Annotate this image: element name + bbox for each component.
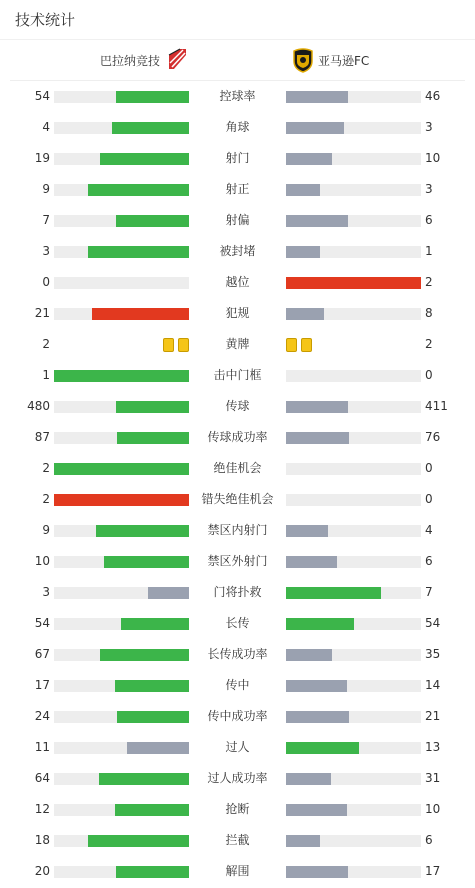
stat-row xyxy=(0,143,475,174)
home-stat-bar-track xyxy=(54,184,189,196)
home-stat-value: 12 xyxy=(34,802,50,816)
away-stat-value: 2 xyxy=(425,337,433,351)
away-stat-bar-track xyxy=(286,649,421,661)
away-stat-bar-fill xyxy=(286,835,320,847)
stat-label: 传中成功率 xyxy=(207,709,268,723)
away-stat-bar-fill xyxy=(286,773,331,785)
home-stat-bar-fill xyxy=(121,618,189,630)
home-stat-bar-track xyxy=(54,91,189,103)
stat-row xyxy=(0,112,475,143)
stat-label: 射门 xyxy=(225,151,250,165)
away-stat-value: 7 xyxy=(425,585,433,599)
stat-label: 越位 xyxy=(225,275,250,289)
away-stat-value: 54 xyxy=(425,616,441,630)
home-stat-bar-fill xyxy=(116,401,189,413)
stat-row xyxy=(0,360,475,391)
away-stat-bar-fill xyxy=(286,618,354,630)
home-stat-bar-fill xyxy=(54,494,189,506)
away-stat-value: 76 xyxy=(425,430,441,444)
away-stat-bar-fill xyxy=(286,866,348,878)
home-stat-bar-track xyxy=(54,153,189,165)
yellow-card-icon xyxy=(163,338,174,352)
stat-row xyxy=(0,236,475,267)
stat-row xyxy=(0,484,475,515)
away-stat-value: 17 xyxy=(425,864,441,878)
home-stat-bar-track xyxy=(54,773,189,785)
stat-label: 黄牌 xyxy=(225,337,250,351)
stat-label: 过人 xyxy=(225,740,250,754)
away-stat-bar-fill xyxy=(286,525,328,537)
home-stat-value: 3 xyxy=(42,244,50,258)
away-stat-bar-track xyxy=(286,680,421,692)
stat-label: 射偏 xyxy=(225,213,250,227)
home-stat-value: 64 xyxy=(34,771,50,785)
home-stat-bar-fill xyxy=(115,804,189,816)
away-stat-bar-fill xyxy=(286,153,332,165)
away-stat-bar-track xyxy=(286,246,421,258)
home-stat-bar-fill xyxy=(96,525,189,537)
away-stat-value: 411 xyxy=(425,399,448,413)
stat-row xyxy=(0,763,475,794)
away-stat-value: 1 xyxy=(425,244,433,258)
away-team[interactable] xyxy=(292,47,369,73)
home-stat-value: 480 xyxy=(27,399,50,413)
home-stat-bar-fill xyxy=(116,866,189,878)
home-stat-value: 17 xyxy=(34,678,50,692)
stat-label: 击中门框 xyxy=(213,368,262,382)
away-stat-bar-track xyxy=(286,370,421,382)
away-stat-value: 10 xyxy=(425,802,441,816)
team-header xyxy=(10,40,465,81)
away-stat-bar-track xyxy=(286,835,421,847)
away-stat-bar-track xyxy=(286,153,421,165)
stat-label: 传中 xyxy=(225,678,250,692)
home-stat-bar-fill xyxy=(54,463,189,475)
away-stat-bar-track xyxy=(286,711,421,723)
away-stat-bar-fill xyxy=(286,587,381,599)
home-team-name: 巴拉纳竞技 xyxy=(99,53,160,68)
home-stat-value: 18 xyxy=(34,833,50,847)
home-stat-bar-fill xyxy=(88,184,189,196)
home-stat-bar-fill xyxy=(88,835,189,847)
home-stat-bar-track xyxy=(54,494,189,506)
away-stat-value: 2 xyxy=(425,275,433,289)
home-stat-value: 2 xyxy=(42,461,50,475)
home-stat-bar-track xyxy=(54,463,189,475)
home-stat-bar-fill xyxy=(115,680,189,692)
home-stat-value: 11 xyxy=(34,740,50,754)
stat-row xyxy=(0,329,475,360)
home-stat-value: 2 xyxy=(42,492,50,506)
stat-label: 控球率 xyxy=(219,89,256,103)
home-stat-bar-fill xyxy=(88,246,189,258)
away-stat-bar-fill xyxy=(286,91,348,103)
stat-row xyxy=(0,515,475,546)
stat-label: 射正 xyxy=(225,182,250,196)
away-stat-bar-fill xyxy=(286,711,349,723)
home-stat-value: 24 xyxy=(34,709,50,723)
home-yellow-cards xyxy=(163,338,189,352)
away-stat-bar-track xyxy=(286,618,421,630)
away-stat-value: 6 xyxy=(425,213,433,227)
home-stat-bar-track xyxy=(54,122,189,134)
home-stat-bar-fill xyxy=(99,773,189,785)
home-stat-bar-track xyxy=(54,432,189,444)
away-stat-bar-track xyxy=(286,587,421,599)
stat-label: 传球成功率 xyxy=(207,430,268,444)
away-stat-bar-fill xyxy=(286,742,359,754)
away-stat-bar-fill xyxy=(286,308,324,320)
stat-row xyxy=(0,546,475,577)
home-stat-bar-track xyxy=(54,246,189,258)
stat-label: 过人成功率 xyxy=(207,771,268,785)
away-stat-value: 3 xyxy=(425,120,433,134)
away-stat-value: 6 xyxy=(425,554,433,568)
home-stat-value: 9 xyxy=(42,523,50,537)
stat-row xyxy=(0,732,475,763)
yellow-card-icon xyxy=(178,338,189,352)
home-stat-bar-track xyxy=(54,587,189,599)
away-stat-value: 0 xyxy=(425,368,433,382)
away-team-crest-icon xyxy=(292,47,314,73)
away-stat-value: 4 xyxy=(425,523,433,537)
away-stat-bar-fill xyxy=(286,401,348,413)
away-stat-bar-fill xyxy=(286,680,347,692)
home-stat-bar-track xyxy=(54,618,189,630)
home-stat-bar-track xyxy=(54,680,189,692)
away-stat-value: 31 xyxy=(425,771,441,785)
stat-row xyxy=(0,298,475,329)
stat-row xyxy=(0,794,475,825)
away-stat-bar-fill xyxy=(286,649,332,661)
home-stat-bar-track xyxy=(54,277,189,289)
home-stat-bar-track xyxy=(54,370,189,382)
yellow-card-icon xyxy=(301,338,312,352)
stat-row xyxy=(0,825,475,856)
home-stat-bar-fill xyxy=(127,742,189,754)
away-stat-bar-track xyxy=(286,401,421,413)
away-stat-value: 10 xyxy=(425,151,441,165)
stat-row xyxy=(0,701,475,732)
away-stat-value: 35 xyxy=(425,647,441,661)
stat-label: 角球 xyxy=(225,120,250,134)
away-team-name: 亚马逊FC xyxy=(318,53,370,68)
home-stat-value: 54 xyxy=(34,89,50,103)
away-stat-bar-track xyxy=(286,463,421,475)
stat-label: 禁区内射门 xyxy=(207,523,268,537)
away-stat-bar-fill xyxy=(286,184,320,196)
home-stat-bar-fill xyxy=(117,432,189,444)
home-stat-bar-track xyxy=(54,556,189,568)
away-stat-value: 14 xyxy=(425,678,441,692)
home-stat-bar-track xyxy=(54,401,189,413)
home-stat-bar-fill xyxy=(100,649,189,661)
stat-row xyxy=(0,205,475,236)
home-stat-value: 67 xyxy=(34,647,50,661)
home-stat-bar-fill xyxy=(116,215,189,227)
away-stat-bar-fill xyxy=(286,215,348,227)
away-stat-value: 3 xyxy=(425,182,433,196)
away-stat-value: 46 xyxy=(425,89,441,103)
stat-label: 犯规 xyxy=(225,306,250,320)
away-stat-bar-track xyxy=(286,494,421,506)
home-stat-bar-track xyxy=(54,649,189,661)
stat-label: 门将扑救 xyxy=(213,585,262,599)
home-stat-value: 7 xyxy=(42,213,50,227)
away-stat-bar-track xyxy=(286,525,421,537)
stat-label: 抢断 xyxy=(225,802,250,816)
away-stat-bar-track xyxy=(286,742,421,754)
away-stat-bar-fill xyxy=(286,432,349,444)
stat-label: 绝佳机会 xyxy=(213,461,262,475)
home-stat-value: 19 xyxy=(34,151,50,165)
stat-row xyxy=(0,422,475,453)
away-stat-bar-fill xyxy=(286,277,421,289)
stat-label: 长传 xyxy=(225,616,250,630)
away-stat-bar-fill xyxy=(286,556,337,568)
stat-label: 拦截 xyxy=(225,833,250,847)
home-team[interactable] xyxy=(100,47,188,73)
stat-row xyxy=(0,608,475,639)
away-stat-value: 8 xyxy=(425,306,433,320)
home-stat-value: 10 xyxy=(34,554,50,568)
home-stat-value: 0 xyxy=(42,275,50,289)
away-stat-value: 0 xyxy=(425,492,433,506)
stat-label: 禁区外射门 xyxy=(207,554,268,568)
home-stat-bar-track xyxy=(54,866,189,878)
home-stat-value: 3 xyxy=(42,585,50,599)
home-stat-value: 87 xyxy=(34,430,50,444)
away-yellow-cards xyxy=(286,338,312,352)
away-stat-bar-track xyxy=(286,556,421,568)
away-stat-value: 6 xyxy=(425,833,433,847)
home-stat-bar-track xyxy=(54,308,189,320)
home-stat-bar-track xyxy=(54,525,189,537)
home-stat-value: 21 xyxy=(34,306,50,320)
home-stat-bar-fill xyxy=(112,122,189,134)
stat-label: 传球 xyxy=(225,399,250,413)
stat-row xyxy=(0,391,475,422)
home-stat-bar-fill xyxy=(92,308,189,320)
away-stat-bar-track xyxy=(286,122,421,134)
home-stat-value: 54 xyxy=(34,616,50,630)
away-stat-bar-track xyxy=(286,308,421,320)
away-stat-value: 0 xyxy=(425,461,433,475)
home-stat-bar-track xyxy=(54,804,189,816)
away-stat-bar-track xyxy=(286,804,421,816)
home-stat-bar-track xyxy=(54,835,189,847)
home-stat-bar-fill xyxy=(148,587,189,599)
away-stat-value: 21 xyxy=(425,709,441,723)
stat-label: 被封堵 xyxy=(219,244,256,258)
away-stat-bar-track xyxy=(286,866,421,878)
home-stat-bar-fill xyxy=(116,91,189,103)
home-stat-bar-track xyxy=(54,742,189,754)
stat-label: 错失绝佳机会 xyxy=(201,492,274,506)
away-stat-bar-track xyxy=(286,277,421,289)
home-stat-value: 9 xyxy=(42,182,50,196)
stat-row xyxy=(0,267,475,298)
away-stat-bar-fill xyxy=(286,122,344,134)
yellow-card-icon xyxy=(286,338,297,352)
stat-row xyxy=(0,577,475,608)
home-stat-value: 2 xyxy=(42,337,50,351)
away-stat-bar-fill xyxy=(286,804,347,816)
stat-label: 解围 xyxy=(225,864,250,878)
stat-row xyxy=(0,81,475,112)
stats-list xyxy=(0,81,475,887)
home-stat-value: 4 xyxy=(42,120,50,134)
stat-row xyxy=(0,174,475,205)
away-stat-bar-track xyxy=(286,184,421,196)
away-stat-bar-track xyxy=(286,215,421,227)
home-stat-value: 20 xyxy=(34,864,50,878)
stat-row xyxy=(0,856,475,887)
home-stat-bar-fill xyxy=(117,711,189,723)
stat-row xyxy=(0,453,475,484)
home-stat-bar-fill xyxy=(104,556,189,568)
away-stat-bar-track xyxy=(286,432,421,444)
stat-row xyxy=(0,639,475,670)
home-stat-bar-track xyxy=(54,215,189,227)
home-stat-bar-track xyxy=(54,711,189,723)
home-team-crest-icon xyxy=(166,47,188,73)
home-stat-bar-fill xyxy=(100,153,189,165)
page-title: 技术统计 xyxy=(0,0,475,40)
away-stat-bar-track xyxy=(286,91,421,103)
away-stat-bar-fill xyxy=(286,246,320,258)
away-stat-value: 13 xyxy=(425,740,441,754)
home-stat-value: 1 xyxy=(42,368,50,382)
home-stat-bar-fill xyxy=(54,370,189,382)
away-stat-bar-track xyxy=(286,773,421,785)
stat-label: 长传成功率 xyxy=(207,647,268,661)
stat-row xyxy=(0,670,475,701)
